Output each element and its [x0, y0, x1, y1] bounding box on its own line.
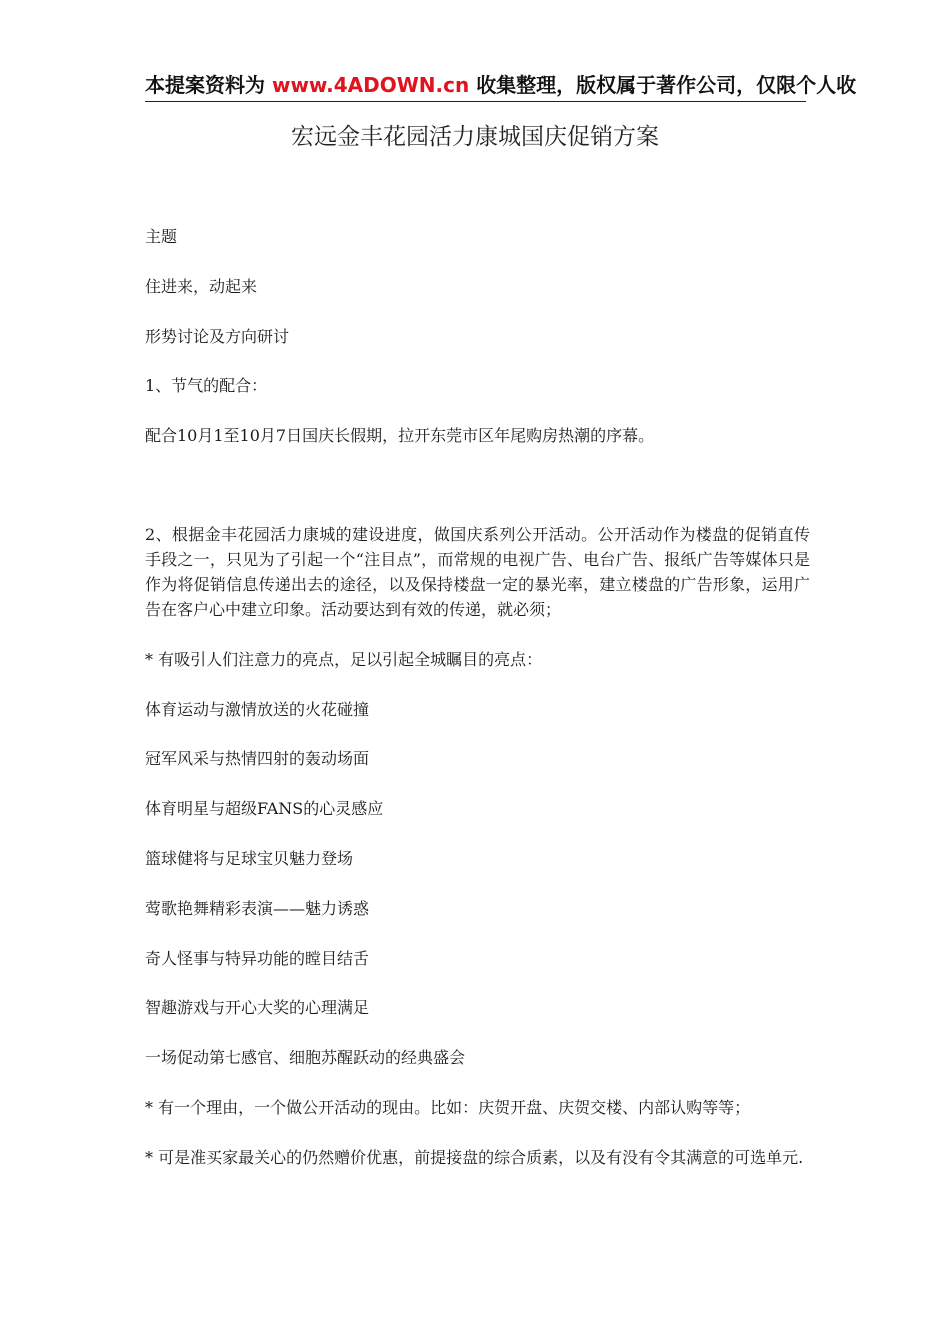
banner-site-link[interactable]: www.4ADOWN.cn: [271, 73, 470, 97]
banner-suffix: 收集整理，版权属于著作公司，仅限个人收: [476, 73, 857, 97]
list-item-highlight: 莺歌艳舞精彩表演——魅力诱惑: [145, 899, 370, 918]
document-title: 宏远金丰花园活力康城国庆促销方案: [291, 124, 659, 150]
paragraph-point-1-heading: 1、节气的配合：: [145, 376, 268, 395]
list-item-highlight: 体育运动与激情放送的火花碰撞: [145, 700, 370, 719]
header-banner: [145, 70, 856, 100]
banner-prefix: 本提案资料为: [145, 73, 265, 97]
paragraph-section-heading: 形势讨论及方向研讨: [145, 327, 290, 346]
list-item-highlight: 体育明星与超级FANS的心灵感应: [145, 799, 384, 818]
list-item-highlight: 奇人怪事与特异功能的瞠目结舌: [145, 949, 370, 968]
paragraph-bullet-reason: * 有一个理由，一个做公开活动的现由。比如：庆贺开盘、庆贺交楼、内部认购等等；: [145, 1098, 751, 1117]
paragraph-point-2: 2、根据金丰花园活力康城的建设进度，做国庆系列公开活动。公开活动作为楼盘的促销直传手段之一，只见为了引起一个“注目点”，而常规的电视广告、电台广告、报纸广告等媒体只是作为将促销信息传递出去的途径，以及保持楼盘一定的暴光率，建立楼盘的广告形象，运用广告在客户心中建立印象。活动要达到有效的传递，就必须；: [145, 525, 810, 619]
list-item-highlight: 篮球健将与足球宝贝魅力登场: [145, 849, 354, 868]
paragraph-bullet-highlights: * 有吸引人们注意力的亮点，足以引起全城瞩目的亮点：: [145, 650, 543, 669]
paragraph-bullet-pricing: * 可是准买家最关心的仍然赠价优惠，前提接盘的综合质素，以及有没有令其满意的可选单元.: [145, 1148, 804, 1167]
list-item-highlight: 智趣游戏与开心大奖的心理满足: [145, 998, 370, 1017]
paragraph-point-1-body: 配合10月1至10月7日国庆长假期，拉开东莞市区年尾购房热潮的序幕。: [145, 426, 655, 445]
paragraph-theme-heading: 主题: [145, 227, 178, 246]
list-item-highlight: 一场促动第七感官、细胞苏醒跃动的经典盛会: [145, 1048, 466, 1067]
list-item-highlight: 冠军风采与热情四射的轰动场面: [145, 749, 370, 768]
paragraph-theme-slogan: 住进来，动起来: [145, 277, 258, 296]
header-divider: [145, 101, 806, 102]
